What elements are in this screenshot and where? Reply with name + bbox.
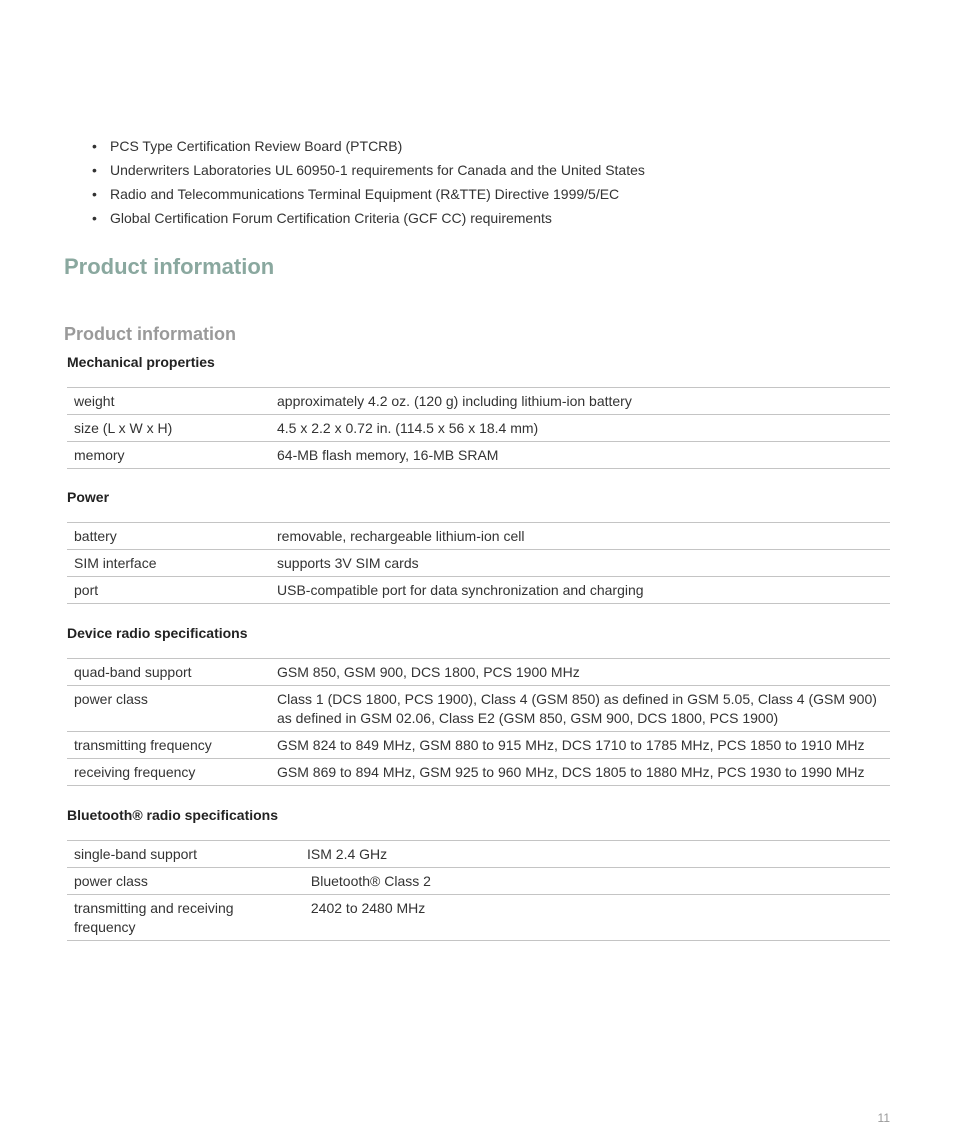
property-name: memory — [67, 442, 277, 469]
property-name: SIM interface — [67, 550, 277, 577]
property-value: supports 3V SIM cards — [277, 550, 890, 577]
property-value: Class 1 (DCS 1800, PCS 1900), Class 4 (GSM 850) as defined in GSM 5.05, Class 4 (GSM 900) as defined in GSM 02.06, Class E2 (GSM 850, GSM 900, DCS 1800, PCS 1900) — [277, 686, 890, 732]
property-name: power class — [67, 686, 277, 732]
property-value: USB-compatible port for data synchronization and charging — [277, 577, 890, 604]
list-item-text: Global Certification Forum Certification Criteria (GCF CC) requirements — [110, 210, 552, 226]
table-row — [67, 415, 890, 442]
list-item — [90, 208, 645, 232]
property-name: receiving frequency — [67, 759, 277, 786]
table-row — [67, 759, 890, 786]
property-name: size (L x W x H) — [67, 415, 277, 442]
certification-list — [90, 136, 645, 232]
property-name: transmitting frequency — [67, 732, 277, 759]
property-value: 2402 to 2480 MHz — [307, 895, 890, 941]
property-value: approximately 4.2 oz. (120 g) including lithium-ion battery — [277, 388, 890, 415]
table-row — [67, 841, 890, 868]
list-item — [90, 184, 645, 208]
table-row — [67, 732, 890, 759]
power-table — [67, 522, 890, 604]
bullet-icon: • — [92, 210, 97, 226]
table-row — [67, 442, 890, 469]
property-value: Bluetooth® Class 2 — [307, 868, 890, 895]
table-row — [67, 523, 890, 550]
table-row — [67, 868, 890, 895]
bullet-icon: • — [92, 138, 97, 154]
table-row — [67, 686, 890, 732]
property-name: transmitting and receiving frequency — [67, 895, 307, 941]
power-section — [67, 487, 890, 604]
property-value: removable, rechargeable lithium-ion cell — [277, 523, 890, 550]
list-item-text: Underwriters Laboratories UL 60950-1 requirements for Canada and the United States — [110, 162, 645, 178]
table-title: Power — [67, 489, 110, 505]
table-row — [67, 895, 890, 941]
table-title: Device radio specifications — [67, 625, 248, 641]
property-value: GSM 850, GSM 900, DCS 1800, PCS 1900 MHz — [277, 659, 890, 686]
list-item-text: Radio and Telecommunications Terminal Equipment (R&TTE) Directive 1999/5/EC — [110, 186, 620, 202]
property-value: GSM 824 to 849 MHz, GSM 880 to 915 MHz, DCS 1710 to 1785 MHz, PCS 1850 to 1910 MHz — [277, 732, 890, 759]
property-name: weight — [67, 388, 277, 415]
table-row — [67, 577, 890, 604]
page-heading: Product information — [64, 254, 275, 279]
device-radio-table — [67, 658, 890, 786]
table-title: Mechanical properties — [67, 354, 215, 370]
property-name: port — [67, 577, 277, 604]
list-item — [90, 136, 645, 160]
bluetooth-radio-table — [67, 840, 890, 941]
property-value: 4.5 x 2.2 x 0.72 in. (114.5 x 56 x 18.4 mm) — [277, 415, 890, 442]
section-heading: Product information — [64, 324, 236, 344]
bullet-icon: • — [92, 186, 97, 202]
property-name: battery — [67, 523, 277, 550]
table-title: Bluetooth® radio specifications — [67, 807, 279, 823]
mechanical-properties-section — [67, 352, 890, 469]
page-number: 11 — [877, 1111, 890, 1125]
list-item — [90, 160, 645, 184]
table-row — [67, 659, 890, 686]
table-row — [67, 550, 890, 577]
property-name: single-band support — [67, 841, 307, 868]
property-value: ISM 2.4 GHz — [307, 841, 890, 868]
property-value: 64-MB flash memory, 16-MB SRAM — [277, 442, 890, 469]
mechanical-properties-table — [67, 387, 890, 469]
property-name: power class — [67, 868, 307, 895]
device-radio-section — [67, 623, 890, 786]
bluetooth-radio-section — [67, 805, 890, 941]
bullet-icon: • — [92, 162, 97, 178]
property-value: GSM 869 to 894 MHz, GSM 925 to 960 MHz, DCS 1805 to 1880 MHz, PCS 1930 to 1990 MHz — [277, 759, 890, 786]
property-name: quad-band support — [67, 659, 277, 686]
table-row — [67, 388, 890, 415]
list-item-text: PCS Type Certification Review Board (PTCRB) — [110, 138, 403, 154]
